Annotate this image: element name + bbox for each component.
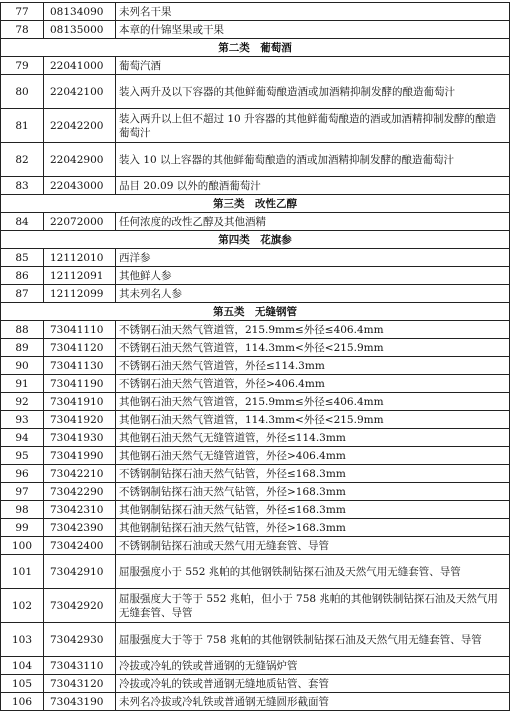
- hs-code: 22042200: [44, 109, 116, 143]
- row-number: 91: [1, 375, 44, 393]
- table-row: [1, 693, 510, 711]
- row-number: 93: [1, 411, 44, 429]
- hs-code: 73041910: [44, 393, 116, 411]
- product-description: 冷拔或冷轧的铁或普通钢无缝地质钻管、套管: [116, 675, 510, 693]
- section-header-row: [1, 195, 510, 213]
- product-description: 其他钢石油天然气无缝管道管，外径≤114.3mm: [116, 429, 510, 447]
- section-title: 第四类 花旗参: [1, 231, 510, 249]
- row-number: 88: [1, 321, 44, 339]
- table-row: [1, 321, 510, 339]
- hs-code: 73042920: [44, 589, 116, 623]
- table-row: [1, 589, 510, 623]
- row-number: 82: [1, 143, 44, 177]
- table-row: [1, 483, 510, 501]
- product-description: 不锈钢制钻探石油天然气钻管，外径≤168.3mm: [116, 465, 510, 483]
- product-description: 其他钢石油天然气管道管，215.9mm≤外径≤406.4mm: [116, 393, 510, 411]
- product-description: 装入两升以上但不超过 10 升容器的其他鲜葡萄酿造的酒或加酒精抑制发酵的酿造葡萄汁: [116, 109, 510, 143]
- row-number: 101: [1, 555, 44, 589]
- product-description: 屈服强度大于等于 758 兆帕的其他钢铁制钻探石油及天然气用无缝套管、导管: [116, 623, 510, 657]
- hs-code: 73042290: [44, 483, 116, 501]
- section-header-row: [1, 231, 510, 249]
- hs-code: 73041920: [44, 411, 116, 429]
- row-number: 90: [1, 357, 44, 375]
- tariff-table: [0, 2, 510, 711]
- product-description: 其他钢制钻探石油天然气钻管，外径≤168.3mm: [116, 501, 510, 519]
- hs-code: 73042930: [44, 623, 116, 657]
- table-row: [1, 623, 510, 657]
- row-number: 87: [1, 285, 44, 303]
- hs-code: 73042310: [44, 501, 116, 519]
- hs-code: 73042400: [44, 537, 116, 555]
- row-number: 84: [1, 213, 44, 231]
- table-row: [1, 21, 510, 39]
- table-row: [1, 675, 510, 693]
- product-description: 装入两升及以下容器的其他鲜葡萄酿造酒或加酒精抑制发酵的酿造葡萄汁: [116, 75, 510, 109]
- product-description: 未列名冷拔或冷轧铁或普通钢无缝圆形截面管: [116, 693, 510, 711]
- row-number: 86: [1, 267, 44, 285]
- hs-code: 08135000: [44, 21, 116, 39]
- hs-code: 08134090: [44, 3, 116, 21]
- table-row: [1, 75, 510, 109]
- section-header-row: [1, 39, 510, 57]
- row-number: 94: [1, 429, 44, 447]
- table-row: [1, 177, 510, 195]
- hs-code: 22043000: [44, 177, 116, 195]
- row-number: 77: [1, 3, 44, 21]
- table-row: [1, 213, 510, 231]
- hs-code: 22072000: [44, 213, 116, 231]
- table-row: [1, 537, 510, 555]
- hs-code: 12112099: [44, 285, 116, 303]
- section-title: 第五类 无缝钢管: [1, 303, 510, 321]
- table-row: [1, 109, 510, 143]
- hs-code: 73042390: [44, 519, 116, 537]
- product-description: 其他鲜人参: [116, 267, 510, 285]
- product-description: 本章的什锦坚果或干果: [116, 21, 510, 39]
- row-number: 105: [1, 675, 44, 693]
- table-row: [1, 357, 510, 375]
- row-number: 100: [1, 537, 44, 555]
- section-title: 第二类 葡萄酒: [1, 39, 510, 57]
- table-row: [1, 375, 510, 393]
- row-number: 80: [1, 75, 44, 109]
- table-row: [1, 249, 510, 267]
- product-description: 冷拔或冷轧的铁或普通钢的无缝锅炉管: [116, 657, 510, 675]
- row-number: 103: [1, 623, 44, 657]
- hs-code: 12112091: [44, 267, 116, 285]
- row-number: 92: [1, 393, 44, 411]
- product-description: 其他钢制钻探石油天然气钻管，外径>168.3mm: [116, 519, 510, 537]
- table-row: [1, 3, 510, 21]
- table-row: [1, 393, 510, 411]
- row-number: 79: [1, 57, 44, 75]
- hs-code: 73041130: [44, 357, 116, 375]
- product-description: 其未列名人参: [116, 285, 510, 303]
- product-description: 屈服强度小于 552 兆帕的其他钢铁制钻探石油及天然气用无缝套管、导管: [116, 555, 510, 589]
- section-title: 第三类 改性乙醇: [1, 195, 510, 213]
- product-description: 不锈钢石油天然气管道管，外径≤114.3mm: [116, 357, 510, 375]
- product-description: 未列名干果: [116, 3, 510, 21]
- table-row: [1, 657, 510, 675]
- row-number: 83: [1, 177, 44, 195]
- hs-code: 12112010: [44, 249, 116, 267]
- row-number: 104: [1, 657, 44, 675]
- hs-code: 73041930: [44, 429, 116, 447]
- table-row: [1, 519, 510, 537]
- hs-code: 73043120: [44, 675, 116, 693]
- table-row: [1, 267, 510, 285]
- product-description: 不锈钢石油天然气管道管，215.9mm≤外径≤406.4mm: [116, 321, 510, 339]
- row-number: 97: [1, 483, 44, 501]
- product-description: 其他钢石油天然气管道管，114.3mm<外径<215.9mm: [116, 411, 510, 429]
- table-row: [1, 57, 510, 75]
- row-number: 85: [1, 249, 44, 267]
- product-description: 不锈钢制钻探石油或天然气用无缝套管、导管: [116, 537, 510, 555]
- product-description: 西洋参: [116, 249, 510, 267]
- table-row: [1, 285, 510, 303]
- hs-code: 73041120: [44, 339, 116, 357]
- row-number: 95: [1, 447, 44, 465]
- row-number: 96: [1, 465, 44, 483]
- hs-code: 73041110: [44, 321, 116, 339]
- table-row: [1, 447, 510, 465]
- tariff-table-body: [1, 3, 510, 711]
- table-row: [1, 501, 510, 519]
- row-number: 98: [1, 501, 44, 519]
- section-header-row: [1, 303, 510, 321]
- product-description: 葡萄汽酒: [116, 57, 510, 75]
- row-number: 102: [1, 589, 44, 623]
- row-number: 89: [1, 339, 44, 357]
- product-description: 任何浓度的改性乙醇及其他酒精: [116, 213, 510, 231]
- product-description: 屈服强度大于等于 552 兆帕，但小于 758 兆帕的其他钢铁制钻探石油及天然气用无缝套管、导管: [116, 589, 510, 623]
- table-row: [1, 465, 510, 483]
- hs-code: 73043110: [44, 657, 116, 675]
- hs-code: 22041000: [44, 57, 116, 75]
- product-description: 不锈钢石油天然气管道管，114.3mm<外径<215.9mm: [116, 339, 510, 357]
- row-number: 81: [1, 109, 44, 143]
- hs-code: 73042910: [44, 555, 116, 589]
- row-number: 78: [1, 21, 44, 39]
- table-row: [1, 555, 510, 589]
- hs-code: 22042900: [44, 143, 116, 177]
- row-number: 106: [1, 693, 44, 711]
- table-row: [1, 339, 510, 357]
- product-description: 不锈钢石油天然气管道管，外径>406.4mm: [116, 375, 510, 393]
- table-row: [1, 143, 510, 177]
- hs-code: 73041990: [44, 447, 116, 465]
- table-row: [1, 429, 510, 447]
- hs-code: 22042100: [44, 75, 116, 109]
- hs-code: 73043190: [44, 693, 116, 711]
- row-number: 99: [1, 519, 44, 537]
- product-description: 品目 20.09 以外的酿酒葡萄汁: [116, 177, 510, 195]
- product-description: 装入 10 以上容器的其他鲜葡萄酿造的酒或加酒精抑制发酵的酿造葡萄汁: [116, 143, 510, 177]
- product-description: 其他钢石油天然气无缝管道管，外径>406.4mm: [116, 447, 510, 465]
- hs-code: 73042210: [44, 465, 116, 483]
- table-row: [1, 411, 510, 429]
- hs-code: 73041190: [44, 375, 116, 393]
- product-description: 不锈钢制钻探石油天然气钻管，外径>168.3mm: [116, 483, 510, 501]
